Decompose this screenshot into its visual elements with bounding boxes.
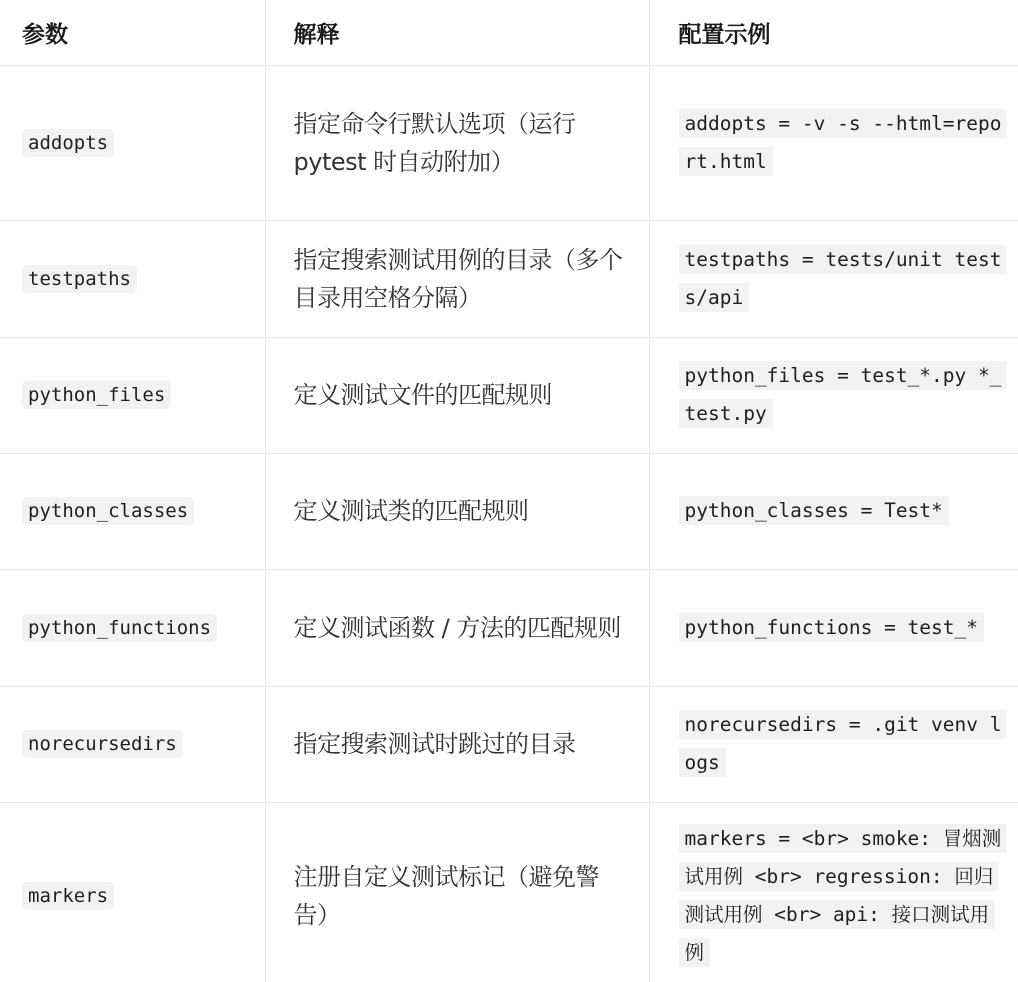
table-row <box>0 686 1018 802</box>
header-example: 配置示例 <box>649 0 1018 65</box>
description-cell <box>265 337 649 453</box>
table-row <box>0 220 1018 337</box>
description-cell <box>265 686 649 802</box>
description-cell <box>265 802 649 982</box>
config-example: markers = <br> smoke: 冒烟测试用例 <br> regression: 回归测试用例 <br> api: 接口测试用例 <box>679 824 1008 967</box>
param-name: norecursedirs <box>22 730 183 758</box>
param-description: 定义测试文件的匹配规则 <box>293 381 552 409</box>
example-cell <box>649 569 1018 686</box>
param-description: 注册自定义测试标记（避免警告） <box>293 863 599 930</box>
param-cell <box>0 220 265 337</box>
param-cell <box>0 453 265 569</box>
table-header <box>0 0 1018 65</box>
header-param: 参数 <box>0 0 265 65</box>
param-description: 定义测试类的匹配规则 <box>293 497 529 525</box>
param-description: 定义测试函数 / 方法的匹配规则 <box>293 613 621 642</box>
param-name: addopts <box>22 129 114 157</box>
table-row <box>0 65 1018 220</box>
description-cell <box>265 65 649 220</box>
param-name: python_functions <box>22 614 217 642</box>
param-name: markers <box>22 882 114 910</box>
example-cell <box>649 337 1018 453</box>
table-row <box>0 337 1018 453</box>
param-description: 指定命令行默认选项（运行 pytest 时自动附加） <box>293 109 576 176</box>
config-example: python_functions = test_* <box>679 613 985 642</box>
config-example: python_files = test_*.py *_test.py <box>679 361 1008 428</box>
description-cell <box>265 569 649 686</box>
header-row <box>0 0 1018 65</box>
table-body <box>0 65 1018 982</box>
example-cell <box>649 802 1018 982</box>
example-cell <box>649 453 1018 569</box>
config-example: python_classes = Test* <box>679 496 949 525</box>
param-name: python_classes <box>22 497 194 525</box>
param-name: python_files <box>22 381 171 409</box>
example-cell <box>649 686 1018 802</box>
description-cell <box>265 220 649 337</box>
table-row <box>0 453 1018 569</box>
param-cell <box>0 802 265 982</box>
header-description: 解释 <box>265 0 649 65</box>
description-cell <box>265 453 649 569</box>
param-cell <box>0 65 265 220</box>
param-name: testpaths <box>22 265 137 293</box>
param-description: 指定搜索测试时跳过的目录 <box>293 730 576 758</box>
config-example: norecursedirs = .git venv logs <box>679 710 1008 777</box>
example-cell <box>649 220 1018 337</box>
param-cell <box>0 569 265 686</box>
table-row <box>0 569 1018 686</box>
config-example: testpaths = tests/unit tests/api <box>679 245 1008 312</box>
config-example: addopts = -v -s --html=report.html <box>679 109 1008 176</box>
param-cell <box>0 686 265 802</box>
param-description: 指定搜索测试用例的目录（多个目录用空格分隔） <box>293 245 623 312</box>
table-row <box>0 802 1018 982</box>
param-cell <box>0 337 265 453</box>
example-cell <box>649 65 1018 220</box>
